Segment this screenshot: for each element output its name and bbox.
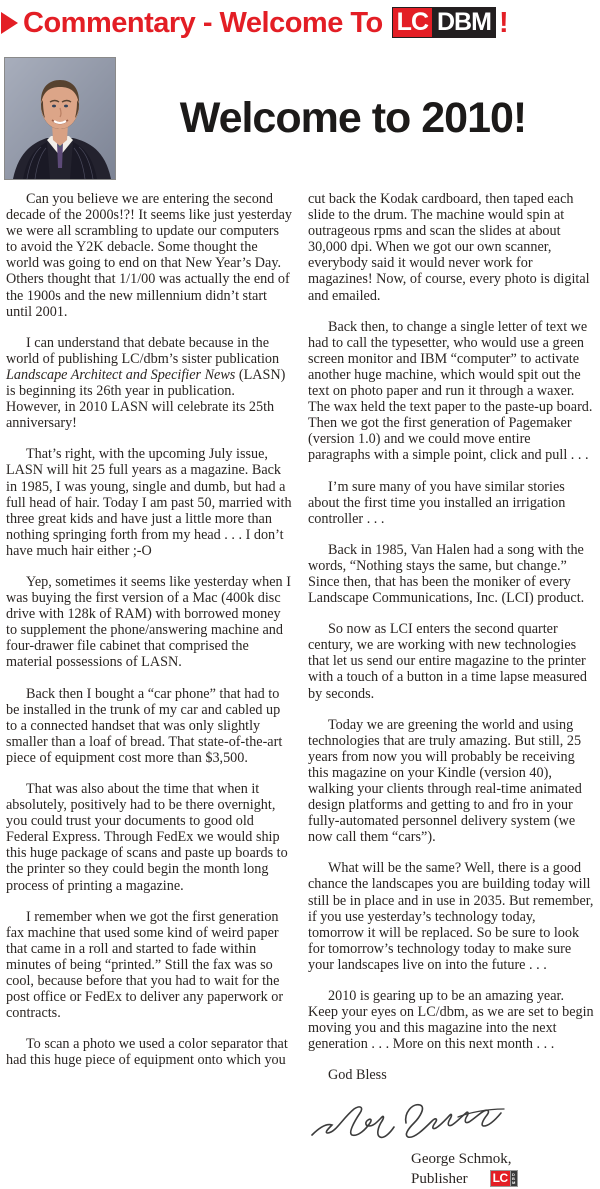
mini-logo-lc: LC <box>490 1170 510 1187</box>
paragraph: 2010 is gearing up to be an amazing year. Keep your eyes on LC/dbm, as we are set to begin moving you and this magazine into the next generation . . . More on this next month . . . <box>308 988 594 1053</box>
paragraph: Yep, sometimes it seems like yesterday when I was buying the first version of a Mac (400k disc drive with 128k of RAM) with borrowed money to supplement the phone/answering machine and four-drawer file cabinet that comprised the material possessions of LASN. <box>6 573 291 671</box>
paragraph: Back then, to change a single letter of text we had to call the typesetter, who would use a green screen monitor and IBM “computer” to activate another huge machine, which would spit out the text on photo paper and run it through a waxer. The wax held the text paper to the paste-up board. Then we got the first generation of Pagemaker (version 1.0) and we could move entire paragraphs with a simple point, click and pull . . . <box>308 318 593 464</box>
arrow-right-icon <box>1 12 18 34</box>
paragraph: That’s right, with the upcoming July issue, LASN will hit 25 full years as a magazine. Back in 1985, I was young, single and dumb, but had a full head of hair. Today I am past 50, married with three great kids and have just a little more than nothing springing forth from my head . . . I don’t have much hair either ;-O <box>6 446 292 559</box>
paragraph-text: I can understand that debate because in the world of publishing LC/dbm’s sister publication <box>6 334 280 367</box>
paragraph: To scan a photo we used a color separator that had this huge piece of equipment onto which you <box>6 1036 288 1069</box>
logo-dbm-block: DBM <box>432 7 496 38</box>
hero-section <box>4 57 600 180</box>
lcdbm-logo <box>392 7 496 38</box>
signature <box>308 1099 594 1149</box>
paragraph: I remember when we got the first generation fax machine that used some kind of weird paper that came in a roll and started to fade within minutes of being “printed.” Still the fax was so cool, because before that you had to wait for the post office or FedEx to deliver any paperwork or contracts. <box>6 908 284 1022</box>
paragraph: Can you believe we are entering the second decade of the 2000s!?! It seems like just yesterday we were all scrambling to update our computers to avoid the Y2K debacle. Some thought the world was going to end on that New Year’s Day. Others thought that 1/1/00 was actually the end of the 1900s and the new millennium didn’t start until 2001. <box>6 191 293 320</box>
publisher-name: George Schmok, <box>411 1150 512 1167</box>
page-title: Welcome to 2010! <box>179 94 527 142</box>
logo-lc-block: LC <box>392 7 432 38</box>
paragraph <box>6 335 292 432</box>
mini-logo-dbm: D B M <box>510 1170 518 1187</box>
paragraph: I’m sure many of you have similar stories about the first time you installed an irrigation controller . . . <box>308 478 566 527</box>
right-column <box>308 191 594 1189</box>
paragraph: What will be the same? Well, there is a good chance the landscapes you are building today will still be in place and in use in 2035. But remember, if you use yesterday’s technology today, tomorrow it will be replaced. So be sure to look for tomorrow’s technology today to make sure your landscapes live on into the future . . . <box>308 860 594 973</box>
paragraph: Back in 1985, Van Halen had a song with the words, “Nothing stays the same, but change.” Since then, that has been the moniker of every Landscape Communications, Inc. (LCI) product. <box>308 541 585 607</box>
paragraph-continuation: cut back the Kodak cardboard, then taped each slide to the drum. The machine would spin at outrageous rpms and scan the slides at about 30,000 dpi. When we got our own scanner, everybody said it would never work for magazines! Now, of course, every photo is digital and emailed. <box>308 191 590 304</box>
paragraph: So now as LCI enters the second quarter century, we are working with new technologies that let us send our entire magazine to the printer with a touch of a button in a time lapse measured by seconds. <box>308 621 587 702</box>
paragraph: That was also about the time that when it absolutely, positively had to be there overnight, you could trust your documents to good old Federal Express. Through FedEx we would ship this huge package of scans and paste up boards to the printer so they could begin the month long process of printing a magazine. <box>6 781 288 894</box>
left-column <box>6 191 292 1189</box>
sign-off-block <box>308 1067 594 1188</box>
paragraph: Back then I bought a “car phone” that had to be installed in the trunk of my car and cabled up to a connected handset that was only slightly smaller than a loaf of bread. That state-of-the-art piece of equipment cost more than $3,500. <box>6 685 283 766</box>
signature-caption <box>411 1149 594 1189</box>
section-header <box>0 0 600 38</box>
signature-handwriting <box>308 1099 518 1145</box>
article-body <box>6 191 594 1189</box>
publication-title-italic: Landscape Architect and Specifier News <box>6 366 236 383</box>
exclamation-mark: ! <box>498 6 509 39</box>
paragraph-text: (LASN) is beginning its 26th year in publication. However, in 2010 LASN will celebrate its 25th anniversary! <box>6 366 286 432</box>
publisher-photo <box>4 57 116 180</box>
paragraph: Today we are greening the world and using technologies that are truly amazing. But still, 25 years from now you will probably be receiving this magazine on your Kindle (version 40), walking your clients through real-time animated design platforms and getting to and fro in your fully-automated personnel delivery system (we now call them “cars”). <box>308 716 582 846</box>
lcdbm-logo-small <box>490 1170 518 1187</box>
section-title: Commentary - Welcome To <box>23 6 383 39</box>
portrait-illustration <box>5 58 115 179</box>
blessing-text: God Bless <box>328 1067 387 1084</box>
publisher-role: Publisher <box>411 1170 468 1187</box>
